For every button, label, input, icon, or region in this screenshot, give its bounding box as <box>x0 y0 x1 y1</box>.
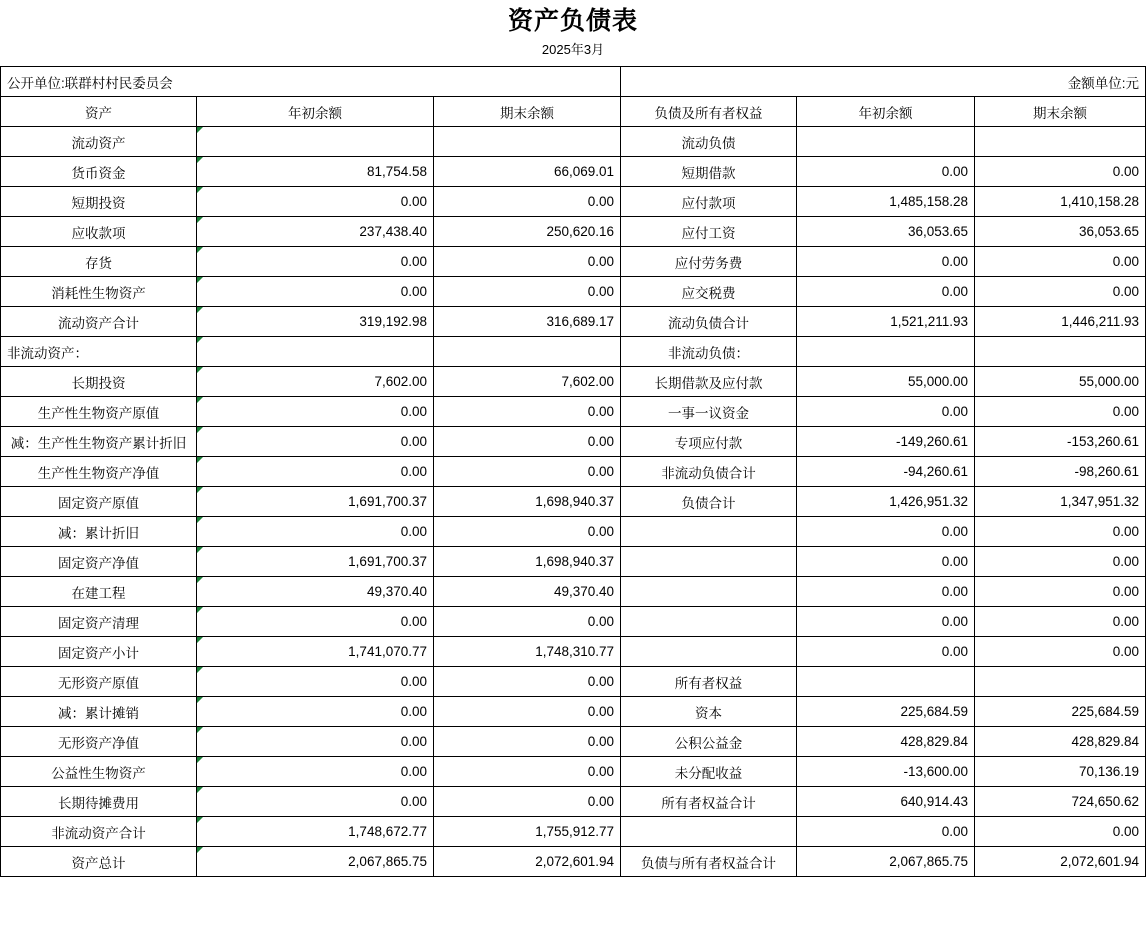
cell-asset-begin: 0.00 <box>197 427 434 457</box>
table-row <box>1 157 1146 187</box>
row-label-asset: 消耗性生物资产 <box>1 277 197 307</box>
row-label-asset: 减：累计折旧 <box>1 517 197 547</box>
cell-asset-end: 0.00 <box>434 517 621 547</box>
cell-liability-begin: 0.00 <box>797 247 975 277</box>
cell-asset-end: 0.00 <box>434 247 621 277</box>
cell-asset-begin: 49,370.40 <box>197 577 434 607</box>
cell-liability-begin: 0.00 <box>797 547 975 577</box>
table-row <box>1 337 1146 367</box>
cell-liability-end: 0.00 <box>975 547 1146 577</box>
row-label-asset: 非流动资产： <box>1 337 197 367</box>
cell-liability-end: 1,446,211.93 <box>975 307 1146 337</box>
cell-asset-begin: 0.00 <box>197 397 434 427</box>
column-header-asset-begin: 年初余额 <box>197 97 434 127</box>
column-header-liability: 负债及所有者权益 <box>621 97 797 127</box>
table-row <box>1 487 1146 517</box>
row-label-liability: 非流动负债合计 <box>621 457 797 487</box>
row-label-liability: 短期借款 <box>621 157 797 187</box>
table-row <box>1 367 1146 397</box>
row-label-liability: 非流动负债： <box>621 337 797 367</box>
row-label-asset: 固定资产原值 <box>1 487 197 517</box>
row-label-liability: 负债与所有者权益合计 <box>621 847 797 877</box>
cell-asset-end: 7,602.00 <box>434 367 621 397</box>
row-label-asset: 固定资产清理 <box>1 607 197 637</box>
table-row <box>1 187 1146 217</box>
table-row <box>1 217 1146 247</box>
cell-liability-end: 70,136.19 <box>975 757 1146 787</box>
row-label-asset: 生产性生物资产净值 <box>1 457 197 487</box>
cell-asset-begin: 0.00 <box>197 757 434 787</box>
row-label-asset: 非流动资产合计 <box>1 817 197 847</box>
cell-liability-end <box>975 337 1146 367</box>
cell-asset-end: 0.00 <box>434 757 621 787</box>
cell-asset-begin: 0.00 <box>197 517 434 547</box>
cell-liability-end <box>975 667 1146 697</box>
table-row <box>1 847 1146 877</box>
row-label-liability: 所有者权益合计 <box>621 787 797 817</box>
row-label-asset: 应收款项 <box>1 217 197 247</box>
cell-asset-end: 0.00 <box>434 277 621 307</box>
cell-liability-begin: 0.00 <box>797 817 975 847</box>
cell-asset-begin: 1,748,672.77 <box>197 817 434 847</box>
row-label-asset: 减：累计摊销 <box>1 697 197 727</box>
cell-asset-end: 1,748,310.77 <box>434 637 621 667</box>
row-label-asset: 长期投资 <box>1 367 197 397</box>
row-label-liability: 流动负债 <box>621 127 797 157</box>
row-label-liability: 专项应付款 <box>621 427 797 457</box>
row-label-liability <box>621 607 797 637</box>
cell-liability-end: 225,684.59 <box>975 697 1146 727</box>
cell-asset-begin <box>197 337 434 367</box>
cell-asset-end <box>434 337 621 367</box>
cell-liability-begin: 0.00 <box>797 607 975 637</box>
cell-liability-end: -98,260.61 <box>975 457 1146 487</box>
cell-asset-begin <box>197 127 434 157</box>
cell-liability-end: 724,650.62 <box>975 787 1146 817</box>
cell-asset-end: 1,698,940.37 <box>434 487 621 517</box>
row-label-asset: 短期投资 <box>1 187 197 217</box>
row-label-liability: 未分配收益 <box>621 757 797 787</box>
cell-asset-begin: 0.00 <box>197 787 434 817</box>
cell-asset-end: 0.00 <box>434 787 621 817</box>
cell-liability-end: 0.00 <box>975 607 1146 637</box>
row-label-liability: 流动负债合计 <box>621 307 797 337</box>
cell-asset-end: 0.00 <box>434 607 621 637</box>
cell-asset-begin: 1,741,070.77 <box>197 637 434 667</box>
cell-asset-begin: 237,438.40 <box>197 217 434 247</box>
cell-asset-end: 0.00 <box>434 697 621 727</box>
row-label-liability: 长期借款及应付款 <box>621 367 797 397</box>
row-label-asset: 流动资产合计 <box>1 307 197 337</box>
cell-liability-begin: 36,053.65 <box>797 217 975 247</box>
cell-asset-begin: 319,192.98 <box>197 307 434 337</box>
row-label-liability: 应付工资 <box>621 217 797 247</box>
cell-asset-end: 0.00 <box>434 397 621 427</box>
cell-liability-begin: -13,600.00 <box>797 757 975 787</box>
report-period: 2025年3月 <box>541 42 605 57</box>
cell-liability-end: 1,347,951.32 <box>975 487 1146 517</box>
cell-liability-begin: 1,426,951.32 <box>797 487 975 517</box>
table-row <box>1 667 1146 697</box>
cell-liability-end: 0.00 <box>975 277 1146 307</box>
cell-asset-begin: 0.00 <box>197 247 434 277</box>
table-row <box>1 457 1146 487</box>
table-row <box>1 517 1146 547</box>
cell-asset-end: 0.00 <box>434 187 621 217</box>
table-row <box>1 127 1146 157</box>
cell-liability-end <box>975 127 1146 157</box>
table-row <box>1 577 1146 607</box>
cell-liability-begin: 0.00 <box>797 517 975 547</box>
row-label-asset: 无形资产原值 <box>1 667 197 697</box>
table-row <box>1 397 1146 427</box>
table-row <box>1 787 1146 817</box>
cell-asset-begin: 0.00 <box>197 457 434 487</box>
cell-liability-begin: 640,914.43 <box>797 787 975 817</box>
cell-liability-begin: -94,260.61 <box>797 457 975 487</box>
row-label-liability: 应付款项 <box>621 187 797 217</box>
table-row <box>1 607 1146 637</box>
row-label-liability: 应交税费 <box>621 277 797 307</box>
row-label-liability: 一事一议资金 <box>621 397 797 427</box>
table-row <box>1 817 1146 847</box>
table-row <box>1 427 1146 457</box>
table-row <box>1 757 1146 787</box>
table-body <box>1 67 1146 877</box>
row-label-liability <box>621 547 797 577</box>
row-label-liability: 资本 <box>621 697 797 727</box>
balance-sheet-table <box>0 66 1146 877</box>
row-label-asset: 生产性生物资产原值 <box>1 397 197 427</box>
cell-asset-end: 66,069.01 <box>434 157 621 187</box>
row-label-asset: 存货 <box>1 247 197 277</box>
cell-liability-end: 2,072,601.94 <box>975 847 1146 877</box>
table-row <box>1 547 1146 577</box>
row-label-asset: 在建工程 <box>1 577 197 607</box>
meta-row <box>1 67 1146 97</box>
cell-asset-begin: 7,602.00 <box>197 367 434 397</box>
column-header-asset: 资产 <box>1 97 197 127</box>
cell-liability-end: 0.00 <box>975 577 1146 607</box>
table-row <box>1 727 1146 757</box>
cell-asset-end: 49,370.40 <box>434 577 621 607</box>
column-header-asset-end: 期末余额 <box>434 97 621 127</box>
row-label-liability <box>621 577 797 607</box>
row-label-asset: 长期待摊费用 <box>1 787 197 817</box>
cell-asset-begin: 1,691,700.37 <box>197 487 434 517</box>
cell-liability-begin: 0.00 <box>797 157 975 187</box>
cell-liability-begin: 2,067,865.75 <box>797 847 975 877</box>
row-label-liability: 负债合计 <box>621 487 797 517</box>
cell-asset-begin: 0.00 <box>197 667 434 697</box>
cell-liability-begin: 55,000.00 <box>797 367 975 397</box>
cell-asset-begin: 0.00 <box>197 277 434 307</box>
cell-asset-end: 2,072,601.94 <box>434 847 621 877</box>
cell-asset-end <box>434 127 621 157</box>
row-label-liability <box>621 637 797 667</box>
cell-liability-end: 36,053.65 <box>975 217 1146 247</box>
cell-liability-end: 0.00 <box>975 247 1146 277</box>
row-label-liability: 公积公益金 <box>621 727 797 757</box>
cell-asset-begin: 2,067,865.75 <box>197 847 434 877</box>
row-label-liability <box>621 817 797 847</box>
cell-asset-end: 316,689.17 <box>434 307 621 337</box>
cell-asset-end: 0.00 <box>434 667 621 697</box>
table-row <box>1 247 1146 277</box>
cell-liability-end: 1,410,158.28 <box>975 187 1146 217</box>
cell-liability-begin: 1,485,158.28 <box>797 187 975 217</box>
disclosure-unit: 公开单位:联群村村民委员会 <box>1 67 621 97</box>
row-label-asset: 减：生产性生物资产累计折旧 <box>1 427 197 457</box>
row-label-asset: 固定资产净值 <box>1 547 197 577</box>
cell-liability-end: 428,829.84 <box>975 727 1146 757</box>
cell-liability-begin: -149,260.61 <box>797 427 975 457</box>
cell-liability-end: 0.00 <box>975 637 1146 667</box>
row-label-liability: 应付劳务费 <box>621 247 797 277</box>
table-row <box>1 277 1146 307</box>
page-title: 资产负债表 <box>507 7 638 35</box>
cell-liability-begin <box>797 337 975 367</box>
row-label-asset: 固定资产小计 <box>1 637 197 667</box>
cell-asset-end: 0.00 <box>434 727 621 757</box>
cell-liability-begin: 1,521,211.93 <box>797 307 975 337</box>
cell-asset-end: 1,755,912.77 <box>434 817 621 847</box>
table-row <box>1 307 1146 337</box>
cell-liability-begin: 0.00 <box>797 637 975 667</box>
cell-liability-end: 0.00 <box>975 517 1146 547</box>
cell-asset-end: 0.00 <box>434 427 621 457</box>
amount-unit: 金额单位:元 <box>621 67 1146 97</box>
cell-liability-begin: 225,684.59 <box>797 697 975 727</box>
cell-liability-end: 55,000.00 <box>975 367 1146 397</box>
cell-asset-begin: 0.00 <box>197 727 434 757</box>
cell-asset-end: 1,698,940.37 <box>434 547 621 577</box>
cell-liability-end: -153,260.61 <box>975 427 1146 457</box>
header-row <box>1 97 1146 127</box>
cell-asset-begin: 0.00 <box>197 697 434 727</box>
cell-liability-end: 0.00 <box>975 397 1146 427</box>
cell-asset-begin: 0.00 <box>197 187 434 217</box>
cell-asset-end: 0.00 <box>434 457 621 487</box>
column-header-liability-begin: 年初余额 <box>797 97 975 127</box>
cell-asset-begin: 1,691,700.37 <box>197 547 434 577</box>
row-label-asset: 公益性生物资产 <box>1 757 197 787</box>
table-row <box>1 637 1146 667</box>
cell-liability-begin: 0.00 <box>797 397 975 427</box>
row-label-liability <box>621 517 797 547</box>
cell-asset-begin: 81,754.58 <box>197 157 434 187</box>
cell-liability-end: 0.00 <box>975 157 1146 187</box>
row-label-liability: 所有者权益 <box>621 667 797 697</box>
row-label-asset: 流动资产 <box>1 127 197 157</box>
cell-liability-end: 0.00 <box>975 817 1146 847</box>
cell-liability-begin: 0.00 <box>797 577 975 607</box>
row-label-asset: 资产总计 <box>1 847 197 877</box>
cell-liability-begin <box>797 667 975 697</box>
row-label-asset: 货币资金 <box>1 157 197 187</box>
cell-liability-begin <box>797 127 975 157</box>
column-header-liability-end: 期末余额 <box>975 97 1146 127</box>
cell-asset-begin: 0.00 <box>197 607 434 637</box>
cell-liability-begin: 428,829.84 <box>797 727 975 757</box>
table-row <box>1 697 1146 727</box>
cell-liability-begin: 0.00 <box>797 277 975 307</box>
row-label-asset: 无形资产净值 <box>1 727 197 757</box>
cell-asset-end: 250,620.16 <box>434 217 621 247</box>
